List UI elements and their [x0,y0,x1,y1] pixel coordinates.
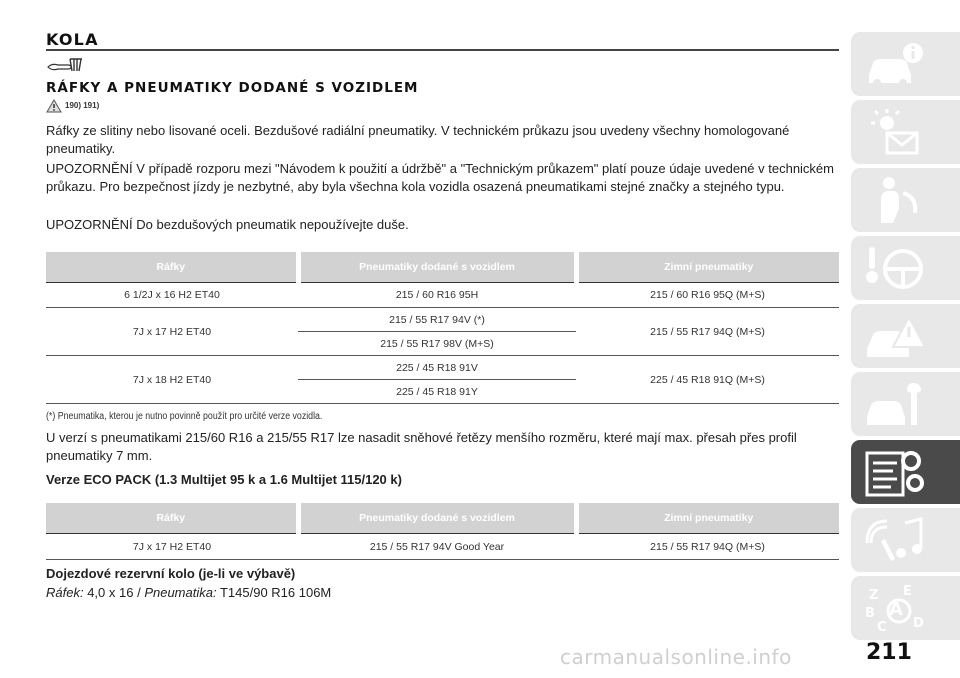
svg-text:B: B [865,606,875,621]
col-header-winter: Zimní pneumatiky [576,252,839,283]
tire-label: Pneumatika: [144,585,217,600]
emergency-warning-icon [863,309,927,363]
winter-cell: 215 / 60 R16 95Q (M+S) [576,283,839,308]
tire-cell: 215 / 55 R17 98V (M+S) [298,332,576,356]
intro-paragraph: Ráfky ze slitiny nebo lisované oceli. Bezdušové radiální pneumatiky. V technickém průkazu jsou uvedeny všechny homologované pneumatiky. [46,123,790,156]
notice-paragraph-2: UPOZORNĚNÍ Do bezdušových pneumatik nepoužívejte duše. [46,217,409,232]
tire-cell: 215 / 55 R17 94V (*) [298,308,576,332]
manual-page [46,0,839,678]
spare-wheel-heading: Dojezdové rezervní kolo (je-li ve výbavě) [46,566,296,581]
notice-paragraph-1: UPOZORNĚNÍ V případě rozporu mezi "Návodem k použití a údržbě" a "Technickým průkazem" platí pouze údaje uvedené v technickém průkazu. Pro bezpečnost jízdy je nezbytné, aby byla všechna kola vozidla osazená pneumatikami stejné značky a stejného typu. [46,161,834,194]
tab-safety[interactable] [851,168,960,232]
section-title: KOLA [46,30,99,49]
watermark: carmanualsonline.info [560,645,792,669]
svg-text:C: C [877,620,887,635]
tab-vehicle-info[interactable] [851,32,960,96]
rim-cell: 7J x 17 H2 ET40 [46,534,298,560]
winter-cell: 215 / 55 R17 94Q (M+S) [576,308,839,356]
tab-dashboard[interactable] [851,100,960,164]
rim-value: 4,0 x 16 / [87,585,141,600]
maintenance-tools-icon [863,377,927,431]
tire-cell: 215 / 60 R16 95H [298,283,576,308]
winter-cell: 215 / 55 R17 94Q (M+S) [576,534,839,560]
col-header-tires: Pneumatiky dodané s vozidlem [298,252,576,283]
technical-data-icon [863,445,927,499]
table-row [46,534,839,560]
tire-cell: 225 / 45 R18 91V [298,356,576,380]
table-row [46,356,839,380]
col-header-winter: Zimní pneumatiky [576,503,839,534]
snow-chains-paragraph: U verzí s pneumatikami 215/60 R16 a 215/55 R17 lze nasadit sněhové řetězy menšího rozměru, které mají max. přesah přes profil pneumatiky 7 mm. [46,430,797,463]
col-header-rims: Ráfky [46,503,298,534]
tire-table [46,252,839,404]
eco-tire-table [46,503,839,560]
table-footnote: (*) Pneumatika, kterou je nutno povinně použít pro určité verze vozidla. [46,411,323,422]
tab-technical-data[interactable] [851,440,960,504]
tire-value: T145/90 R16 106M [219,585,332,600]
rim-cell: 7J x 17 H2 ET40 [46,308,298,356]
safety-airbag-icon [863,173,927,227]
table-row [46,283,839,308]
tab-starting-driving[interactable] [851,236,960,300]
svg-text:Z: Z [869,588,879,603]
svg-text:D: D [913,616,924,631]
tab-maintenance[interactable] [851,372,960,436]
spare-wheel-spec [46,585,331,600]
tab-multimedia[interactable] [851,508,960,572]
table-row [46,308,839,332]
col-header-rims: Ráfky [46,252,298,283]
warning-references: 190) 191) [65,101,100,110]
col-header-tires: Pneumatiky dodané s vozidlem [298,503,576,534]
dashboard-lights-icon [863,105,927,159]
multimedia-icon [863,513,927,567]
warning-triangle-icon [46,99,62,113]
rim-label: Ráfek: [46,585,84,600]
winter-cell: 225 / 45 R18 91Q (M+S) [576,356,839,404]
rim-cell: 6 1/2J x 16 H2 ET40 [46,283,298,308]
hand-pointer-icon [46,55,88,73]
rim-cell: 7J x 18 H2 ET40 [46,356,298,404]
eco-pack-heading: Verze ECO PACK (1.3 Multijet 95 k a 1.6 Multijet 115/120 k) [46,472,402,487]
svg-text:E: E [903,584,912,599]
steering-wheel-icon [863,241,927,295]
tire-cell: 215 / 55 R17 94V Good Year [298,534,576,560]
tab-index[interactable] [851,576,960,640]
tab-emergency[interactable] [851,304,960,368]
tire-cell: 225 / 45 R18 91Y [298,380,576,404]
title-divider [46,49,839,51]
svg-text:A: A [889,599,903,620]
car-info-icon [863,37,927,91]
index-icon [863,581,927,635]
page-number: 211 [866,640,912,665]
subsection-title: RÁFKY A PNEUMATIKY DODANÉ S VOZIDLEM [46,80,419,96]
